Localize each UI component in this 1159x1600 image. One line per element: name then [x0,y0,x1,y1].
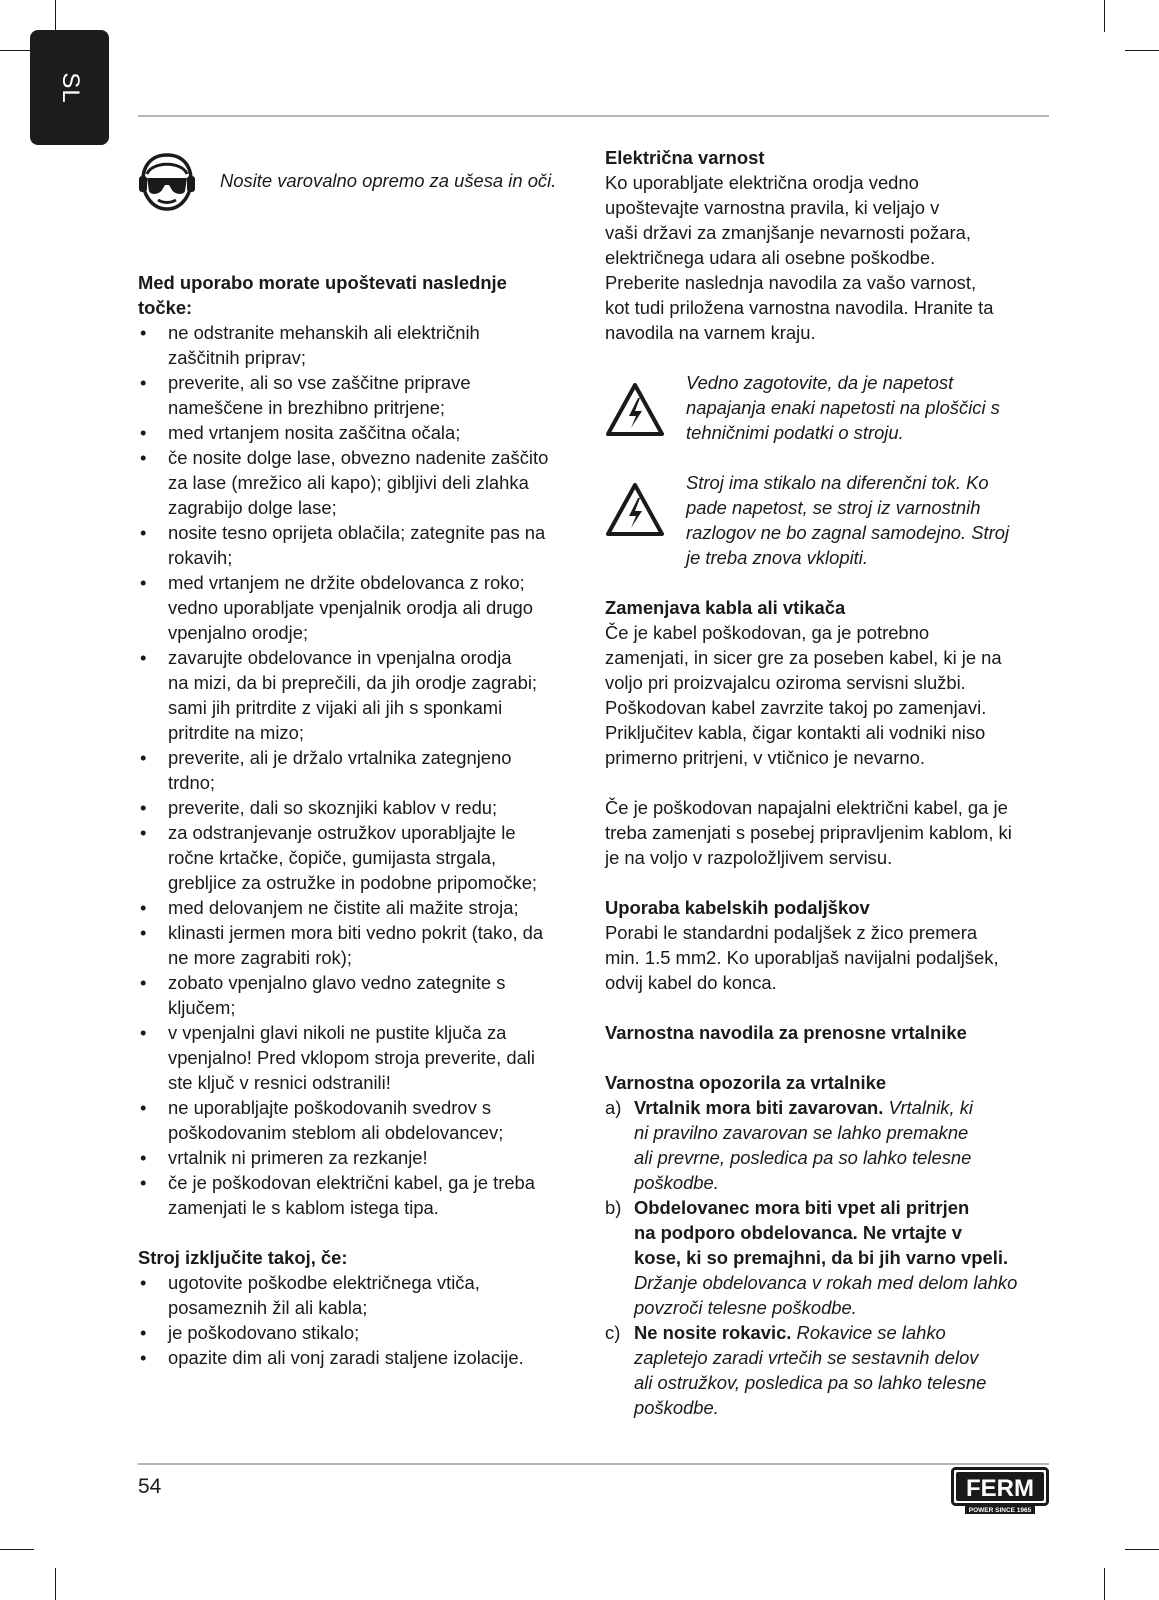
list-item-line: sami jih pritrdite z vijaki ali jih s sponkami [168,697,503,718]
language-code: SL [56,71,84,104]
list-item [138,320,588,370]
list-item [138,370,588,420]
list-item [605,1320,1055,1420]
list-item-line: zaščitnih priprav; [168,347,306,368]
list-item-line: trdno; [168,772,216,793]
list-item-line: posameznih žil ali kabla; [168,1297,368,1318]
list-item [138,1145,588,1170]
list-item-line: • če nosite dolge lase, obvezno nadenite zaščito [168,447,549,468]
list-item-line: • preverite, dali so skoznjiki kablov v redu; [168,797,498,818]
list-item [138,820,588,895]
list-item [605,1195,1055,1320]
list-item-line: • nosite tesno oprijeta oblačila; zategnite pas na [168,522,546,543]
right-column [605,145,1055,1420]
list-item-line: zamenjati le s kablom istega tipa. [168,1197,439,1218]
text-line: min. 1.5 mm2. Ko uporabljaš navijalni podaljšek, [605,947,999,968]
warning-line: Stroj ima stikalo na diferenčni tok. Ko [686,472,989,493]
list-item-line [634,1320,1055,1345]
left-column [138,145,588,1370]
list-item-line: vedno uporabljate vpenjalnik orodja ali drugo [168,597,534,618]
electric-safety-heading: Električna varnost [605,147,765,168]
electric-safety-text [605,170,1055,345]
list-item-line: • zavarujte obdelovance in vpenjalna orodja [168,647,512,668]
list-item-line: rokavih; [168,547,233,568]
extension-heading: Uporaba kabelskih podaljškov [605,897,870,918]
crop-mark [1104,0,1105,32]
list-item-line: nameščene in brezhibno pritrjene; [168,397,446,418]
list-item-line: zagrabijo dolge lase; [168,497,337,518]
list-item-line: • če je poškodovan električni kabel, ga je treba [168,1172,536,1193]
text-line: primerno pritrjeni, v vtičnico je nevarno. [605,747,925,768]
drill-warnings-heading: Varnostna opozorila za vrtalnike [605,1072,887,1093]
list-item-line: • preverite, ali so vse zaščitne priprave [168,372,471,393]
text-line: Ko uporabljate električna orodja vedno [605,172,919,193]
list-item [138,895,588,920]
list-item [138,445,588,520]
list-item [138,1345,588,1370]
list-item-line: poškodbe. [634,1172,719,1193]
electric-hazard-icon [605,482,665,538]
list-item-line: ne more zagrabiti rok); [168,947,352,968]
list-item-line [634,1245,1055,1270]
list-item-line: poškodbe. [634,1397,719,1418]
list-item-line: poškodovanim steblom ali obdelovancev; [168,1122,504,1143]
use-points-list [138,320,588,1220]
list-item-line: ročne krtačke, čopiče, gumijasta strgala, [168,847,497,868]
list-item-line: • ugotovite poškodbe električnega vtiča, [168,1272,480,1293]
list-item-line: na mizi, da bi preprečili, da jih orodje zagrabi; [168,672,538,693]
ferm-logo [951,1467,1049,1514]
list-item-line: • za odstranjevanje ostružkov uporabljajte le [168,822,516,843]
list-item-line: • opazite dim ali vonj zaradi staljene izolacije. [168,1347,524,1368]
switch-off-list [138,1270,588,1370]
warning-line: Vedno zagotovite, da je napetost [686,372,954,393]
list-item-line: vpenjalno! Pred vklopom stroja preverite, dali [168,1047,535,1068]
text-line: navodila na varnem kraju. [605,322,816,343]
text-line: Če je kabel poškodovan, ga je potrebno [605,622,930,643]
list-item-line: • vrtalnik ni primeren za rezkanje! [168,1147,428,1168]
list-item-line: ste ključ v resnici odstranili! [168,1072,391,1093]
list-item [138,420,588,445]
ppe-note [138,145,588,245]
list-item [138,645,588,745]
text-line: odvij kabel do konca. [605,972,777,993]
svg-text:FERM: FERM [966,1475,1034,1502]
list-item-line: • preverite, ali je držalo vrtalnika zategnjeno [168,747,512,768]
list-item-line: vpenjalno orodje; [168,622,309,643]
warning-line: napajanja enaki napetosti na ploščici s [686,397,1000,418]
list-marker: c) [605,1322,621,1343]
emphasis-text: Obdelovanec mora biti vpet ali pritrjen [634,1197,970,1218]
crop-mark [1125,1549,1159,1550]
text-line: električnega udara ali osebne poškodbe. [605,247,936,268]
language-tab [30,30,109,145]
list-item [138,1095,588,1145]
cable-replacement-text-1 [605,620,1055,770]
list-item [138,920,588,970]
electric-hazard-icon [605,382,665,438]
list-item-line: za lase (mrežico ali kapo); gibljivi deli zlahka [168,472,529,493]
list-item [138,795,588,820]
list-item [138,1170,588,1220]
crop-mark [55,1568,56,1600]
list-item-line: • klinasti jermen mora biti vedno pokrit (tako, da [168,922,544,943]
text-line: Priključitev kabla, čigar kontakti ali vodniki niso [605,722,986,743]
footer-rule [138,1463,1049,1465]
list-item-line: • med delovanjem ne čistite ali mažite stroja; [168,897,519,918]
list-item [138,1020,588,1095]
list-marker: a) [605,1097,622,1118]
list-item [138,970,588,1020]
list-item [138,520,588,570]
emphasis-text: Ne nosite rokavic. [634,1322,792,1343]
list-item-line: • med vrtanjem ne držite obdelovanca z roko; [168,572,525,593]
list-item [138,1320,588,1345]
crop-mark [1125,50,1159,51]
list-item [138,745,588,795]
page-number: 54 [138,1475,162,1498]
portable-drills-heading: Varnostna navodila za prenosne vrtalnike [605,1022,967,1043]
extension-text [605,920,1055,995]
list-item-line [634,1195,1055,1220]
rcd-warning-text [686,470,1055,570]
text-line: Če je poškodovan napajalni električni kabel, ga je [605,797,1008,818]
list-item-line: ključem; [168,997,236,1018]
emphasis-text: na podporo obdelovanca. Ne vrtajte v [634,1222,963,1243]
text-line: Preberite naslednja navodila za vašo varnost, [605,272,977,293]
list-item [138,1270,588,1320]
list-item-line: • je poškodovano stikalo; [168,1322,360,1343]
text-line: treba zamenjati s posebej pripravljenim kablom, ki [605,822,1012,843]
ppe-note-text: Nosite varovalno opremo za ušesa in oči. [220,170,557,191]
warning-line: razlogov ne bo zagnal samodejno. Stroj [686,522,1010,543]
list-item-line: povzroči telesne poškodbe. [634,1297,857,1318]
italic-text: Vrtalnik, ki [883,1097,973,1118]
voltage-warning-text [686,370,1055,445]
text-line: zamenjati, in sicer gre za poseben kabel, ki je na [605,647,1002,668]
header-rule [138,115,1049,117]
list-item-line: grebljice za ostružke in podobne pripomočke; [168,872,538,893]
rcd-warning [605,470,1055,595]
list-item-line [634,1095,1055,1120]
text-line: Porabi le standardni podaljšek z žico premera [605,922,978,943]
warning-line: tehničnimi podatki o stroju. [686,422,904,443]
text-line: voljo pri proizvajalcu oziroma servisni službi. [605,672,966,693]
list-item-line [634,1220,1055,1245]
text-line: je na voljo v razpoložljivem servisu. [605,847,893,868]
cable-replacement-heading: Zamenjava kabla ali vtikača [605,597,846,618]
list-item-line: • zobato vpenjalno glavo vedno zategnite s [168,972,506,993]
drill-warnings-list [605,1095,1055,1420]
switch-off-heading: Stroj izključite takoj, če: [138,1247,348,1268]
use-points-heading: Med uporabo morate upoštevati naslednje točke: [138,272,507,318]
list-item-line: pritrdite na mizo; [168,722,304,743]
list-item-line: • v vpenjalni glavi nikoli ne pustite ključa za [168,1022,507,1043]
cable-replacement-text-2 [605,795,1055,870]
text-line: upoštevajte varnostna pravila, ki veljajo v [605,197,940,218]
list-item [138,570,588,645]
emphasis-text: Vrtalnik mora biti zavarovan. [634,1097,884,1118]
crop-mark [55,0,56,32]
list-item-line: • ne uporabljajte poškodovanih svedrov s [168,1097,492,1118]
list-item [605,1095,1055,1195]
list-marker: b) [605,1197,622,1218]
list-item-line: ali ostružkov, posledica pa so lahko telesne [634,1372,987,1393]
list-item-line: • ne odstranite mehanskih ali električnih [168,322,480,343]
svg-text:POWER SINCE 1965: POWER SINCE 1965 [968,1507,1032,1514]
italic-text: Rokavice se lahko [791,1322,946,1343]
warning-line: pade napetost, se stroj iz varnostnih [686,497,981,518]
crop-mark [0,50,34,51]
crop-mark [0,1549,34,1550]
text-line: vaši državi za zmanjšanje nevarnosti požara, [605,222,971,243]
ear-eye-protection-icon [138,152,196,214]
list-item-line: Držanje obdelovanca v rokah med delom lahko [634,1272,1018,1293]
voltage-warning [605,370,1055,470]
warning-line: je treba znova vklopiti. [686,547,868,568]
list-item-line: ni pravilno zavarovan se lahko premakne [634,1122,969,1143]
text-line: Poškodovan kabel zavrzite takoj po zamenjavi. [605,697,987,718]
text-line: kot tudi priložena varnostna navodila. Hranite ta [605,297,994,318]
list-item-line: zapletejo zaradi vrtečih se sestavnih delov [634,1347,979,1368]
emphasis-text: kose, ki so premajhni, da bi jih varno vpeli. [634,1247,1009,1268]
crop-mark [1104,1568,1105,1600]
list-item-line: • med vrtanjem nosita zaščitna očala; [168,422,461,443]
list-item-line: ali prevrne, posledica pa so lahko telesne [634,1147,972,1168]
